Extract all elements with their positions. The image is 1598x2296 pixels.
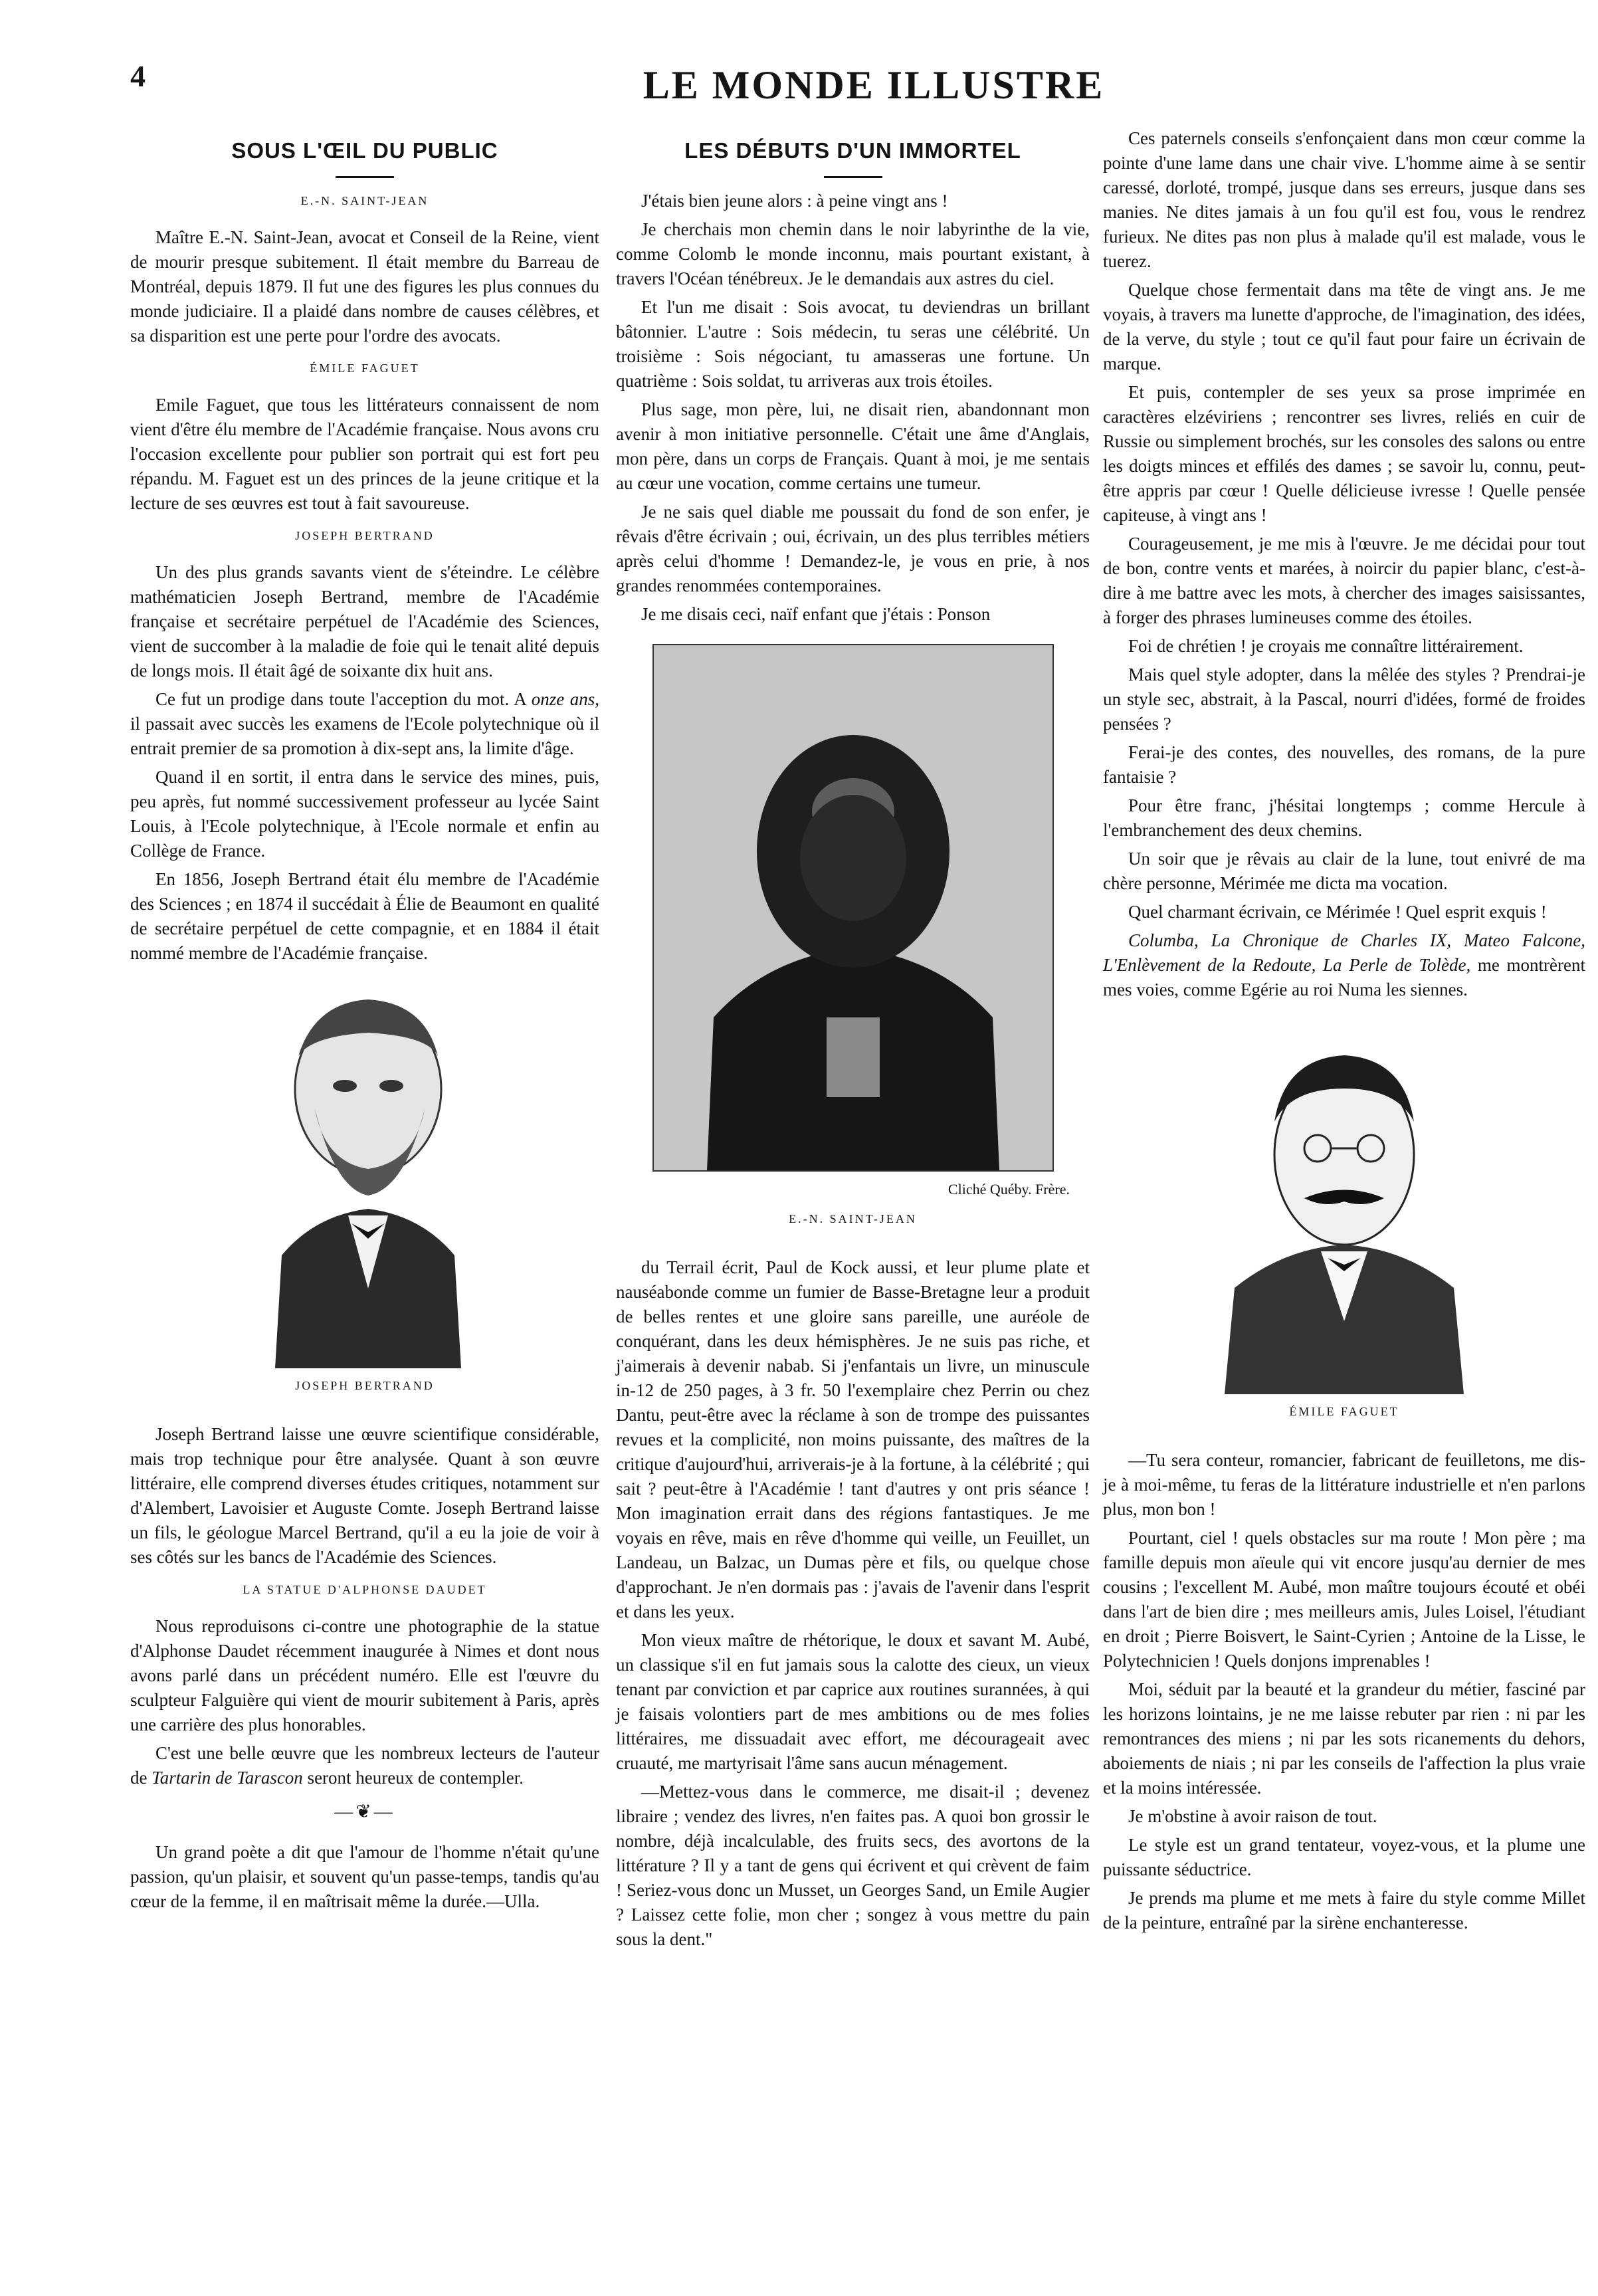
fleuron-ornament: —❦— xyxy=(334,1802,395,1822)
text-run: Ce fut un prodige dans toute l'acception du mot. A xyxy=(155,689,532,709)
paragraph: Moi, séduit par la beauté et la grandeur du métier, fasciné par les horizons lointains, je ne me laisse rebuter par rien : ni par les remontrances des miens ; ni par les sots ricanements du dehors, aboiements de niais ; ni par les conseils de l'affection la plus vraie et la moins intéressée. xyxy=(1103,1679,1585,1798)
title-rule xyxy=(336,176,394,178)
subhead-faguet: ÉMILE FAGUET xyxy=(310,362,420,375)
text-run: C'est une belle œuvre que les nombreux lecteurs de l'auteur de xyxy=(130,1743,599,1788)
paragraph: Emile Faguet, que tous les littérateurs connaissent de nom vient d'être élu membre de l'Académie française. Nous avons cru l'occasion excellente pour publier son portrait qui est fort peu répandu. M. Faguet est un des princes de la jeune critique et la lecture de ses œuvres est tout à fait savoureuse. xyxy=(130,395,599,513)
page-number: 4 xyxy=(130,59,146,93)
paragraph: Pour être franc, j'hésitai longtemps ; comme Hercule à l'embranchement des deux chemins. xyxy=(1103,795,1585,840)
paragraph: Et l'un me disait : Sois avocat, tu deviendras un brillant bâtonnier. L'autre : Sois médecin, tu seras une célébrité. Un troisième : Sois négociant, tu amasseras une fortune. Un quatrième : Sois soldat, tu arriveras aux trois étoiles. xyxy=(616,297,1090,391)
subhead-daudet: LA STATUE D'ALPHONSE DAUDET xyxy=(243,1583,487,1596)
faguet-caption: ÉMILE FAGUET xyxy=(1289,1405,1399,1418)
paragraph: Quand il en sortit, il entra dans le service des mines, puis, peu après, fut nommé successivement professeur au lycée Saint Louis, à l'Ecole polytechnique, à l'Ecole normale et enfin au Collège de France. xyxy=(130,767,599,861)
faguet-engraving xyxy=(1198,1022,1490,1394)
bertrand-engraving xyxy=(235,976,494,1368)
saint-jean-caption: E.-N. SAINT-JEAN xyxy=(789,1212,917,1225)
paragraph: —Mettez-vous dans le commerce, me disait-il ; devenez libraire ; vendez des livres, n'en faites pas. A quoi bon grossir le nombre, déjà incalculable, des fruits secs, des avortons de la littérature ? Il y a tant de gens qui écrivent et qui crèvent de faim ! Seriez-vous donc un Musset, un Georges Sand, un Emile Augier ? Laissez cette folie, mon cher ; songez à vous mettre du pain sous la dent." xyxy=(616,1782,1090,1949)
paragraph: Quel charmant écrivain, ce Mérimée ! Quel esprit exquis ! xyxy=(1128,902,1547,922)
paragraph: Courageusement, je me mis à l'œuvre. Je me décidai pour tout de bon, contre vents et marées, à noircir du papier blanc, c'est-à-dire à me battre avec les mots, à chercher des images saisissantes, à forger des phrases lumineuses comme des étoiles. xyxy=(1103,534,1585,627)
subhead-bertrand: JOSEPH BERTRAND xyxy=(295,529,435,542)
paragraph: Pourtant, ciel ! quels obstacles sur ma route ! Mon père ; ma famille depuis mon aïeule qui vit encore jusqu'au dernier de mes cousins ; l'excellent M. Aubé, mon maître toujours écouté et obéi dans l'art de bien dire ; mes meilleurs amis, Jules Loisel, l'étudiant en droit ; Pierre Boisvert, le Saint-Cyrien ; Antoine de la Lisse, le Polytechnicien ! Quels donjons imprenables ! xyxy=(1103,1528,1585,1671)
paragraph: —Tu sera conteur, romancier, fabricant de feuilletons, me dis-je à moi-même, tu feras de la littérature industrielle et n'en parlons plus, mon bon ! xyxy=(1103,1450,1585,1519)
italic-text: Columba, La Chronique de Charles IX, Mateo Falcone, L'Enlèvement de la Redoute, La Perle de Tolède, xyxy=(1103,930,1585,975)
paragraph: Ces paternels conseils s'enfonçaient dans mon cœur comme la pointe d'une lame dans une chair vive. L'homme aime à se sentir caressé, dorloté, trompé, jusque dans ses erreurs, jusque dans ses manies. Ne dites jamais à un fou qu'il est fou, vous le rendrez furieux. Ne dites pas non plus à malade qu'il est malade, vous le tuerez. xyxy=(1103,128,1585,271)
italic-text: onze ans xyxy=(531,689,595,709)
paragraph: Je cherchais mon chemin dans le noir labyrinthe de la vie, comme Colomb le monde inconnu, mais pourtant existant, à travers l'Océan ténébreux. Je le demandais aux astres du ciel. xyxy=(616,219,1090,288)
paragraph: Et puis, contempler de ses yeux sa prose imprimée en caractères elzéviriens ; rencontrer ses livres, reliés en cuir de Russie ou simplement brochés, sur les consoles des salons ou entre les doigts minces et effilés des dames ; se savoir lu, connu, peut-être appris par cœur ! Quelle délicieuse ivresse ! Quelle pensée capiteuse, à vingt ans ! xyxy=(1103,382,1585,525)
section-title: SOUS L'ŒIL DU PUBLIC xyxy=(231,138,498,163)
paragraph: Ferai-je des contes, des nouvelles, des romans, de la pure fantaisie ? xyxy=(1103,742,1585,787)
paragraph: Nous reproduisons ci-contre une photographie de la statue d'Alphonse Daudet récemment inaugurée à Nimes et dont nous avons parlé dans un précédent numéro. Elle est l'œuvre du sculpteur Falguière qui vient de mourir subitement à Paris, après une carrière des plus honorables. xyxy=(130,1616,599,1734)
bertrand-caption: JOSEPH BERTRAND xyxy=(295,1379,435,1392)
column-center xyxy=(616,133,1090,1956)
paragraph: Le style est un grand tentateur, voyez-vous, et la plume une puissante séductrice. xyxy=(1103,1835,1585,1879)
paragraph: Plus sage, mon père, lui, ne disait rien, abandonnant mon avenir à mon initiative personnelle. C'était une âme d'Anglais, mon père, dans un corps de Français. Quant à moi, je me sentais au cœur une vocation, comme certains une tumeur. xyxy=(616,399,1090,493)
paragraph xyxy=(1103,928,1585,1002)
paragraph: Je ne sais quel diable me poussait du fond de son enfer, je rêvais d'être écrivain ; oui, écrivain, un des plus terribles métiers après celui d'homme ! Demandez-le, je vous en prie, à nos grandes renommées contemporaines. xyxy=(616,502,1090,595)
paragraph: Mon vieux maître de rhétorique, le doux et savant M. Aubé, un classique s'il en fut jamais sous la calotte des cieux, un vieux tenant par conviction et par caprice aux routines surannées, à qui je faisais volontiers part de mes ambitions ou de mes folies littéraires, me dissuadait avec effort, me décourageait avec cruauté, me martyrisait l'âme sans aucun ménagement. xyxy=(616,1630,1090,1773)
column-right xyxy=(1103,126,1585,1939)
paragraph: du Terrail écrit, Paul de Kock aussi, et leur plume plate et nauséabonde comme un fumier de Basse-Bretagne leur a produit de belles rentes et une gloire sans pareille, une auréole de conquérant, dans les deux hémisphères. Je ne suis pas riche, et j'aimerais à devenir nabab. Si j'enfantais un livre, un minuscule in-12 de 250 pages, à 3 fr. 50 l'exemplaire chez Perrin ou chez Dantu, peut-être avec la réclame à son de trompe des puissantes revues et la complicité, non moins puissante, des maîtres de la critique d'aujourd'hui, arriverais-je à la fortune, à la célébrité ; qui sait ? peut-être à l'Académie ! tant d'autres y ont pris séance ! Mon imagination errait dans des régions fantastiques. Je me voyais en rêve, mais en rêve d'homme qui veille, un Feuillet, un Landeau, un Balzac, un Dumas père et fils, ou quelque chose d'approchant. Je n'en dormais pas : j'avais de l'avenir dans l'esprit et dans les yeux. xyxy=(616,1257,1090,1621)
paragraph: Joseph Bertrand laisse une œuvre scientifique considérable, mais trop technique pour être analysée. Quant à son œuvre littéraire, elle comprend diverses études critiques, notamment sur d'Alembert, Lavoisier et Auguste Comte. Joseph Bertrand laisse un fils, le géologue Marcel Bertrand, qu'il a eu la joie de voir à ses côtés sur les bancs de l'Académie des Sciences. xyxy=(130,1424,599,1567)
paragraph: Un grand poète a dit que l'amour de l'homme n'était qu'une passion, qu'un plaisir, et souvent qu'un passe-temps, tandis qu'au cœur de la femme, il en maîtrisait même la durée.—Ulla. xyxy=(130,1842,599,1911)
paragraph: Maître E.-N. Saint-Jean, avocat et Conseil de la Reine, vient de mourir presque subitement. Il était membre du Barreau de Montréal, depuis 1879. Il fut une des figures les plus connues du monde judiciaire. Il a plaidé dans nombre de causes célèbres, et sa disparition est une perte pour l'ordre des avocats. xyxy=(130,227,599,346)
column-left xyxy=(130,133,599,1918)
paragraph: Je prends ma plume et me mets à faire du style comme Millet de la peinture, entraîné par la sirène enchanteresse. xyxy=(1103,1888,1585,1932)
title-rule xyxy=(824,176,882,178)
masthead: LE MONDE ILLUSTRE xyxy=(643,63,1105,107)
paragraph xyxy=(130,687,599,761)
paragraph: J'étais bien jeune alors : à peine vingt ans ! xyxy=(641,191,948,211)
photo-credit: Cliché Québy. Frère. xyxy=(948,1181,1070,1198)
paragraph: Foi de chrétien ! je croyais me connaître littérairement. xyxy=(1128,636,1524,656)
italic-text: Tartarin de Tarascon xyxy=(151,1768,303,1788)
text-run: , il passait avec succès les examens de l'Ecole polytechnique où il entrait premier de sa promotion à dix-sept ans, la limite d'âge. xyxy=(130,689,599,758)
paragraph: Je m'obstine à avoir raison de tout. xyxy=(1128,1806,1377,1826)
paragraph: En 1856, Joseph Bertrand était élu membre de l'Académie des Sciences ; en 1874 il succédait à Élie de Beaumont en qualité de secrétaire perpétuel de cette compagnie, et en 1884 il était nommé membre de l'Académie française. xyxy=(130,869,599,963)
paragraph: Je me disais ceci, naïf enfant que j'étais : Ponson xyxy=(641,604,991,624)
text-run: seront heureux de contempler. xyxy=(302,1768,524,1788)
subhead-saint-jean: E.-N. SAINT-JEAN xyxy=(300,194,429,207)
paragraph: Un des plus grands savants vient de s'éteindre. Le célèbre mathématicien Joseph Bertrand, membre de l'Académie française et secrétaire perpétuel de l'Académie des Sciences, vient de succomber à la maladie de foie qui le tenait alité depuis de longs mois. Il était âgé de soixante dix huit ans. xyxy=(130,562,599,680)
paragraph: Un soir que je rêvais au clair de la lune, tout enivré de ma chère personne, Mérimée me dicta ma vocation. xyxy=(1103,849,1585,893)
section-title: LES DÉBUTS D'UN IMMORTEL xyxy=(684,138,1021,163)
paragraph: Mais quel style adopter, dans la mêlée des styles ? Prendrai-je un style sec, abstrait, à la Pascal, nourri d'idées, formé de froides pensées ? xyxy=(1103,665,1585,734)
text-run: me montrèrent mes voies, comme Egérie au roi Numa les siennes. xyxy=(1103,955,1585,999)
paragraph xyxy=(130,1741,599,1790)
paragraph: Quelque chose fermentait dans ma tête de vingt ans. Je me voyais, à travers ma lunette d'approche, de l'imagination, des idées, de la verve, du style ; tout ce qu'il faut pour faire un écrivain de marque. xyxy=(1103,280,1585,373)
saint-jean-photograph xyxy=(652,644,1054,1172)
